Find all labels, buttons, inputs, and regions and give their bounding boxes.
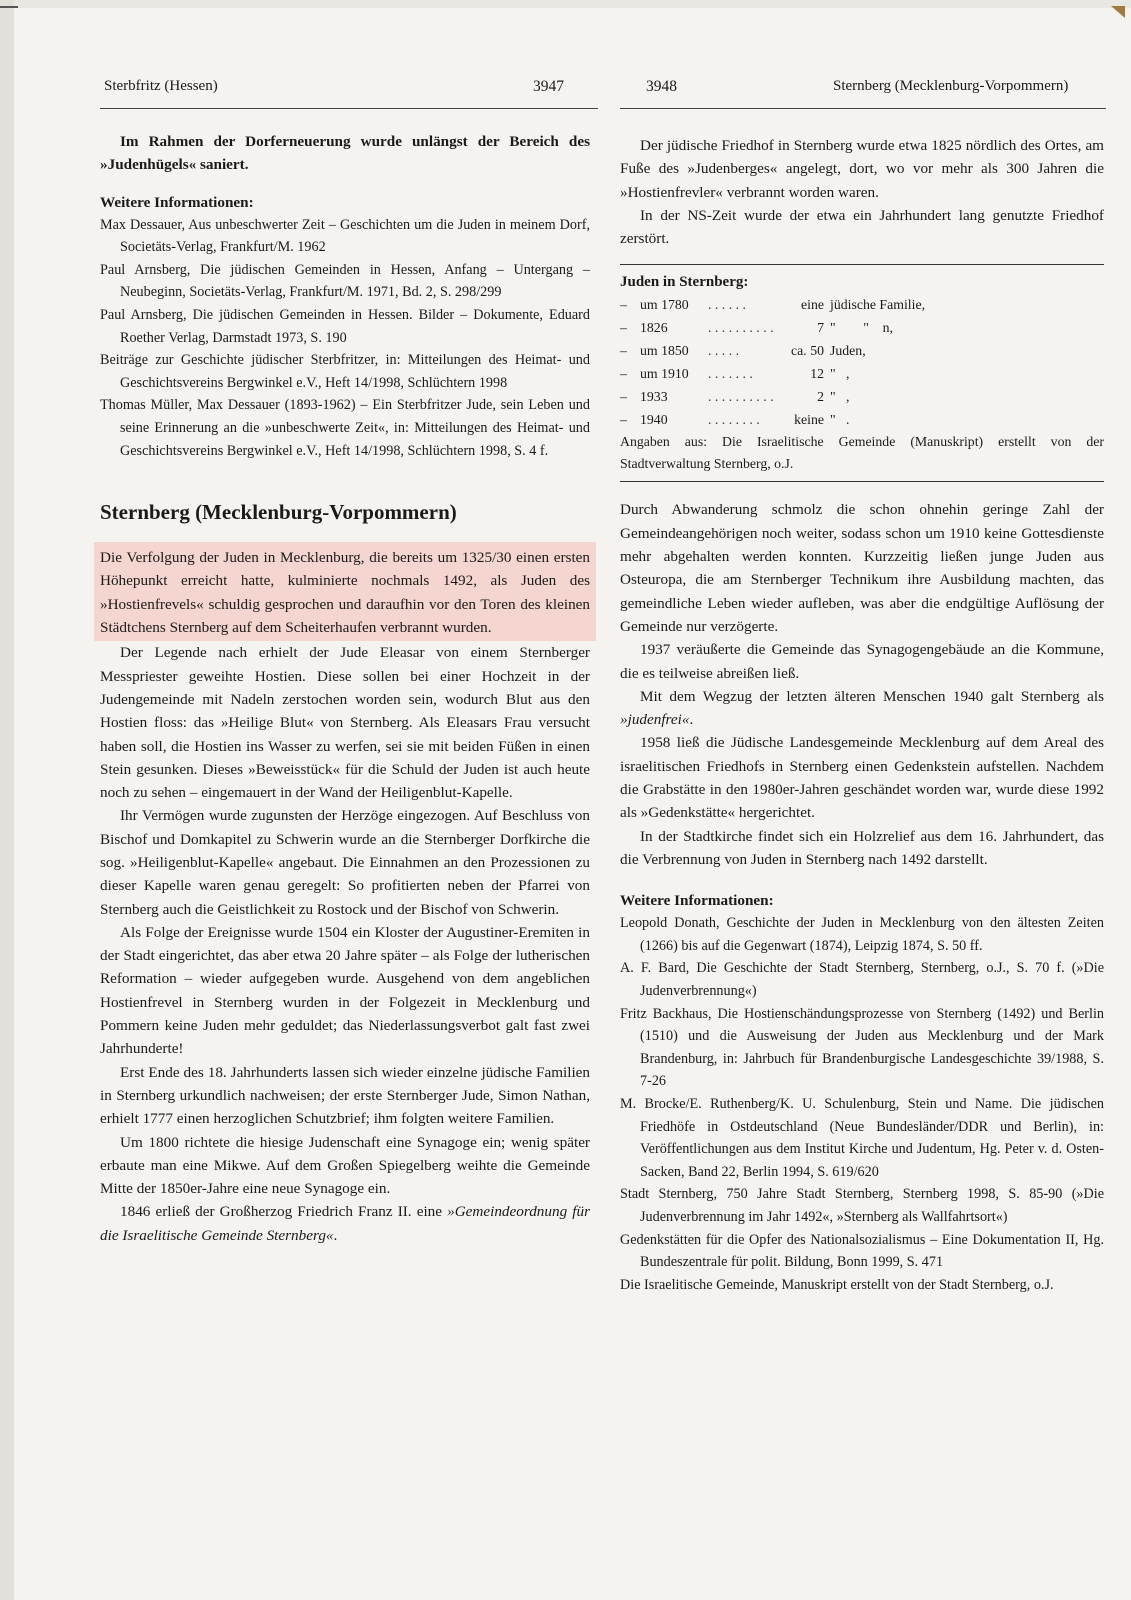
highlighted-passage xyxy=(94,542,596,641)
row-dash: – xyxy=(620,412,627,428)
text-run: Mit dem Wegzug der letzten älteren Menschen 1940 galt Sternberg als xyxy=(640,687,1104,705)
left-paragraph-property: Ihr Vermögen wurde zugunsten der Herzöge eingezogen. Auf Beschluss von Bischof und Domkapitel zu Schwerin wurde an die Sternberger Dorfkirche die sog. »Heiligenblut-Kapelle« angebaut. Die Einnahmen an den Prozessionen zu dieser Kapelle waren genau geregelt: So profitierten neben der Pfarrei von Sternberg auch die Geistlichkeit zu Rostock und der Bischof von Schwerin. xyxy=(100,807,590,918)
left-paragraph-1846 xyxy=(100,1200,590,1247)
row-desc: " , xyxy=(830,366,850,382)
row-count: 12 xyxy=(810,366,824,382)
right-paragraph-emigration: Durch Abwanderung schmolz die schon ohnehin geringe Zahl der Gemeindeangehörigen noch weiter, sodass schon um 1910 keine Gottesdienste mehr abgehalten werden konnten. Kurzzeitig ließen junge Juden aus Osteuropa, die am Sternberger Technikum ihre Ausbildung machten, das gemeindliche Leben wieder aufleben, was aber die endgültige Auflösung der Gemeinde nur verzögerte. xyxy=(620,501,1104,635)
left-reference-list xyxy=(100,214,590,463)
page-edge-top xyxy=(0,0,1131,8)
table-title: Juden in Sternberg: xyxy=(620,274,749,291)
reference-item: Beiträge zur Geschichte jüdischer Sterbfritzer, in: Mitteilungen des Heimat- und Geschichtsvereins Bergwinkel e.V., Heft 14/1998, Schlüchtern 1998 xyxy=(100,352,590,391)
running-head-left: Sterbfritz (Hessen) xyxy=(104,78,218,94)
row-dash: – xyxy=(620,366,627,382)
reference-item: Stadt Sternberg, 750 Jahre Stadt Sternberg, Sternberg 1998, S. 85-90 (»Die Judenverbrennung im Jahr 1492«, »Sternberg als Wallfahrtsort«) xyxy=(620,1186,1104,1225)
row-desc: " , xyxy=(830,389,850,405)
reference-item: A. F. Bard, Die Geschichte der Stadt Sternberg, Sternberg, o.J., S. 70 f. (»Die Judenverbrennung«) xyxy=(620,960,1104,1000)
reference-item: Thomas Müller, Max Dessauer (1893-1962) – Ein Sterbfritzer Jude, sein Leben und seine Erinnerung an die »unbeschwerte Zeit«, in: Mitteilungen des Heimat- und Geschichtsvereins Bergwinkel e.V., Heft 14/1998, Schlüchtern 1998, S. 4 f. xyxy=(100,397,590,459)
text-run: . xyxy=(689,711,694,729)
table-source: Angaben aus: Die Israelitische Gemeinde (Manuskript) erstellt von der Stadtverwaltung Sternberg, o.J. xyxy=(620,434,1104,472)
italic-term: »judenfrei« xyxy=(620,711,690,729)
page-edge-left xyxy=(0,0,14,1600)
right-paragraph-ns-era: In der NS-Zeit wurde der etwa ein Jahrhundert lang genutzte Friedhof zerstört. xyxy=(620,206,1104,248)
header-rule-left xyxy=(100,108,598,109)
page-number-right: 3948 xyxy=(646,78,677,95)
reference-item: Leopold Donath, Geschichte der Juden in Mecklenburg von den ältesten Zeiten (1266) bis auf die Gegenwart (1874), Leipzig 1874, S. 50 ff. xyxy=(620,915,1104,954)
row-dash: – xyxy=(620,389,627,405)
row-count: 7 xyxy=(817,320,824,336)
right-paragraph-relief: In der Stadtkirche findet sich ein Holzrelief aus dem 16. Jahrhundert, das die Verbrennung von Juden in Sternberg nach 1492 darstellt. xyxy=(620,827,1104,868)
reference-item: M. Brocke/E. Ruthenberg/K. U. Schulenburg, Stein und Name. Die jüdischen Friedhöfe in Ostdeutschland (Neue Bundesländer/DDR und Berlin), in: Veröffentlichungen aus dem Institut Kirche und Judentum, Hg. Peter v. d. Osten-Sacken, Band 22, Berlin 1994, S. 619/620 xyxy=(620,1095,1104,1180)
left-further-heading: Weitere Informationen: xyxy=(100,193,254,211)
row-desc: Juden, xyxy=(830,343,866,359)
row-count: eine xyxy=(801,297,824,313)
table-row xyxy=(620,316,1104,339)
row-dash: – xyxy=(620,320,627,336)
right-paragraph-1937: 1937 veräußerte die Gemeinde das Synagogengebäude an die Kommune, die es teilweise abreißen ließ. xyxy=(620,641,1104,682)
row-year: um 1850 xyxy=(640,343,689,359)
population-table xyxy=(620,264,1104,482)
reference-item: Paul Arnsberg, Die jüdischen Gemeinden in Hessen. Bilder – Dokumente, Eduard Roether Verlag, Darmstadt 1973, S. 190 xyxy=(100,306,590,346)
row-desc: jüdische Familie, xyxy=(830,297,926,313)
row-dash: – xyxy=(620,297,627,313)
highlighted-text: Die Verfolgung der Juden in Mecklenburg, die bereits um 1325/30 einen ersten Höhepunkt erreicht hatte, kulminierte nochmals 1492, als Juden des »Hostienfrevels« schuldig gesprochen und daraufhin vor den Toren des kleinen Städtchens Sternberg auf dem Scheiterhaufen verbrannt wurden. xyxy=(100,549,590,637)
right-column xyxy=(620,134,1104,1296)
row-count: ca. 50 xyxy=(791,343,824,359)
table-row xyxy=(620,339,1104,362)
reference-item: Die Israelitische Gemeinde, Manuskript erstellt von der Stadt Sternberg, o.J. xyxy=(620,1276,1054,1293)
running-head-right: Sternberg (Mecklenburg-Vorpommern) xyxy=(833,78,1069,94)
page-number-left: 3947 xyxy=(533,78,564,95)
right-paragraph-1940 xyxy=(620,685,1104,732)
italic-title: »Gemeindeordnung für die Israelitische Gemeinde Sternberg« xyxy=(100,1203,590,1244)
corner-mark-right xyxy=(1111,6,1125,18)
row-year: um 1910 xyxy=(640,366,689,382)
row-desc: " . xyxy=(830,412,850,428)
left-paragraph-legend: Der Legende nach erhielt der Jude Eleasar von einem Sternberger Messpriester geweihte Hostien. Diese sollen bei einer Hochzeit in der Judengemeinde mit Nadeln zerstochen worden sein, wodurch Blut aus den Hostien floss: das »Heilige Blut« von Sternberg. Als Eleasars Frau versucht haben soll, die Hostien ins Wasser zu werfen, sei sie mit beiden Füßen in einen Stein gesunken. Dieses »Beweisstück« für die Schuld der Juden ist auch heute noch zu sehen – eingemauert in der Wand der Heiligenblut-Kapelle. xyxy=(100,644,590,802)
table-row xyxy=(620,362,1104,385)
table-row xyxy=(620,408,1104,431)
table-row xyxy=(620,293,1104,316)
row-count: keine xyxy=(794,412,824,428)
row-desc: " " n, xyxy=(830,320,894,336)
corner-mark-left xyxy=(0,6,18,8)
left-paragraph-monastery: Als Folge der Ereignisse wurde 1504 ein Kloster der Augustiner-Eremiten in der Stadt eingerichtet, das aber etwa 20 Jahre später – als Folge der lutherischen Reformation – wieder aufgegeben wurde. Ausgehend von dem angeblichen Hostienfrevel in Sternberg wurden in der Folgezeit in Mecklenburg und Pommern keine Juden mehr geduldet; das Niederlassungsverbot galt fast zwei Jahrhunderte! xyxy=(100,923,590,1058)
row-dots: . . . . . . . . . . xyxy=(708,389,774,405)
row-year: um 1780 xyxy=(640,297,689,313)
reference-item: Paul Arnsberg, Die jüdischen Gemeinden in Hessen, Anfang – Untergang – Neubeginn, Societäts-Verlag, Frankfurt/M. 1971, Bd. 2, S. 298/299 xyxy=(100,261,590,301)
right-reference-list xyxy=(620,912,1104,1296)
reference-item: Max Dessauer, Aus unbeschwerter Zeit – Geschichten um die Juden in meinem Dorf, Societäts-Verlag, Frankfurt/M. 1962 xyxy=(100,216,590,256)
row-dots: . . . . . . . . xyxy=(708,412,760,428)
table-row xyxy=(620,385,1104,408)
reference-item: Gedenkstätten für die Opfer des Nationalsozialismus – Eine Dokumentation II, Hg. Bundeszentrale für polit. Bildung, Bonn 1999, S. 471 xyxy=(620,1231,1104,1271)
right-further-heading: Weitere Informationen: xyxy=(620,892,774,910)
text-run: . xyxy=(333,1226,338,1244)
right-paragraph-cemetery: Der jüdische Friedhof in Sternberg wurde etwa 1825 nördlich des Ortes, am Fuße des »Judenberges« angelegt, dort, wo vor mehr als 300 Jahren die »Hostienfrevler« verbrannt worden waren. xyxy=(620,137,1104,201)
left-paragraph-18th-century: Erst Ende des 18. Jahrhunderts lassen sich wieder einzelne jüdische Familien in Sternberg urkundlich nachweisen; der erste Sternberger Jude, Simon Nathan, erhielt 1777 einen herzoglichen Schutzbrief; ihm folgten weitere Familien. xyxy=(100,1063,590,1128)
row-count: 2 xyxy=(817,389,824,405)
row-dots: . . . . . . . xyxy=(708,366,753,382)
reference-item: Fritz Backhaus, Die Hostienschändungsprozesse von Sternberg (1492) und Berlin (1510) und die Ausweisung der Juden aus Mecklenburg und der Mark Brandenburg, in: Jahrbuch für Brandenburgische Landesgeschichte 39/1988, S. 7-26 xyxy=(620,1005,1104,1090)
right-paragraph-1958: 1958 ließ die Jüdische Landesgemeinde Mecklenburg auf dem Areal des israelitischen Friedhofs in Sternberg einen Gedenkstein aufstellen. Nachdem die Grabstätte in den 1980er-Jahren geschändet worden war, wurde diese 1992 als »Gedenkstätte« hergerichtet. xyxy=(620,734,1104,822)
text-run: 1846 erließ der Großherzog Friedrich Franz II. eine xyxy=(120,1203,448,1221)
row-year: 1940 xyxy=(640,412,668,428)
row-year: 1826 xyxy=(640,320,668,336)
row-year: 1933 xyxy=(640,389,668,405)
left-paragraph-synagogue: Um 1800 richtete die hiesige Judenschaft eine Synagoge ein; wenig später erbaute man eine Mikwe. Auf dem Großen Spiegelberg weihte die Gemeinde Mitte der 1850er-Jahre eine neue Synagoge ein. xyxy=(100,1133,590,1198)
section-title: Sternberg (Mecklenburg-Vorpommern) xyxy=(100,500,457,525)
row-dots: . . . . . . . . . . xyxy=(708,320,774,336)
row-dots: . . . . . xyxy=(708,343,740,359)
left-intro: Im Rahmen der Dorferneuerung wurde unlängst der Bereich des »Judenhügels« saniert. xyxy=(100,133,590,174)
header-rule-right xyxy=(620,108,1106,109)
row-dash: – xyxy=(620,343,627,359)
row-dots: . . . . . . xyxy=(708,297,746,313)
left-column xyxy=(100,130,590,1247)
